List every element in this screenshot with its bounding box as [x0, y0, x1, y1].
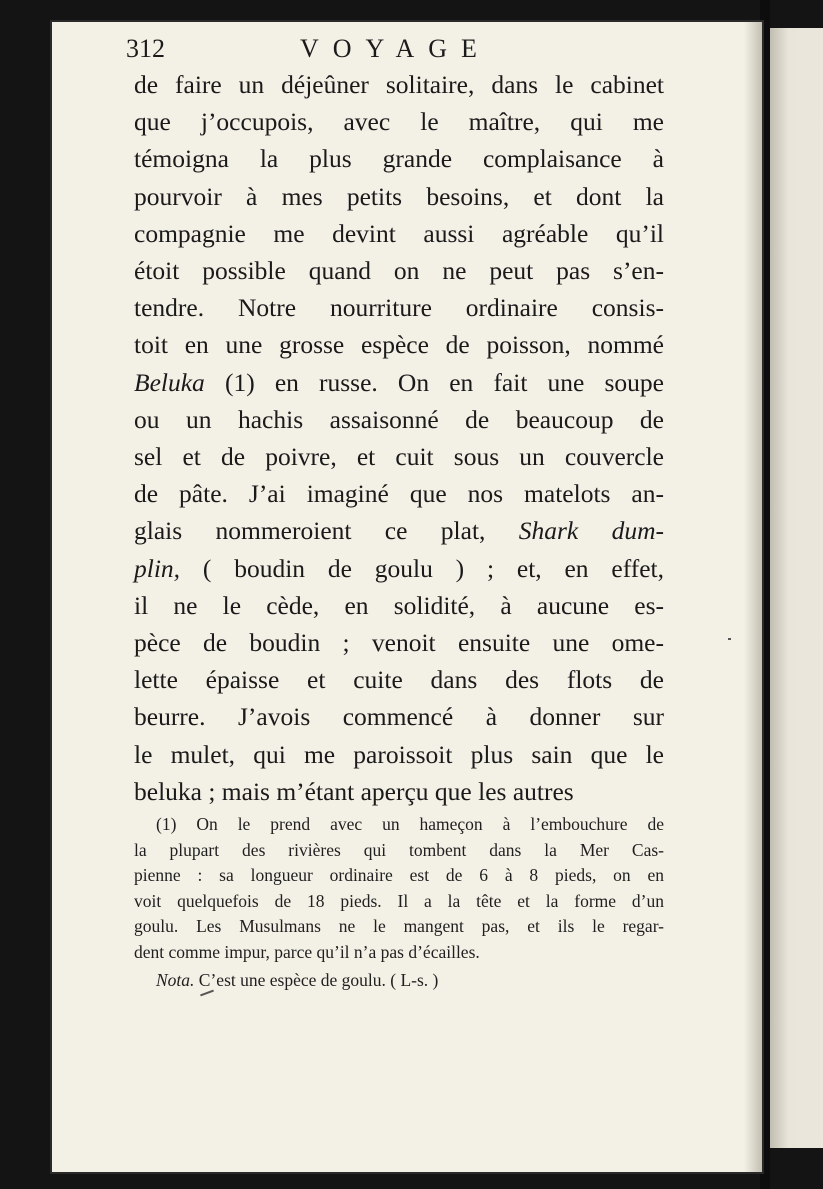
footnote-line: voit quelquefois de 18 pieds. Il a la tête et la forme d’un — [134, 890, 664, 911]
nota-line — [134, 968, 664, 994]
text-line: lette épaisse et cuite dans des flots de — [134, 665, 664, 695]
text-segment: (1) en russe. On en fait une soupe — [204, 367, 664, 397]
text-segment: glais nommeroient ce plat, — [134, 516, 519, 546]
text-line: étoit possible quand on ne peut pas s’en- — [134, 256, 664, 286]
text-line: de pâte. J’ai imaginé que nos matelots an- — [134, 479, 664, 509]
text-line: que j’occupois, avec le maître, qui me — [134, 107, 664, 137]
text-segment: ( boudin de goulu ) ; et, en effet, — [180, 553, 664, 583]
footnote-line: la plupart des rivières qui tombent dans la Mer Cas- — [134, 839, 664, 860]
page-curl-shadow — [744, 22, 762, 1172]
text-line: pèce de boudin ; venoit ensuite une ome- — [134, 628, 664, 658]
text-line: le mulet, qui me paroissoit plus sain que le — [134, 739, 664, 769]
facing-page-edge — [768, 28, 823, 1148]
text-line — [134, 364, 664, 401]
nota-label: Nota. — [156, 969, 195, 990]
text-line: sel et de poivre, et cuit sous un couvercle — [134, 442, 664, 472]
italic-term: Beluka — [134, 367, 205, 397]
nota-text: C’est une espèce de goulu. ( L-s. ) — [194, 969, 439, 990]
text-line: toit en une grosse espèce de poisson, nommé — [134, 330, 664, 360]
running-title: VOYAGE — [300, 34, 491, 63]
footnote-line: goulu. Les Musulmans ne le mangent pas, et ils le regar- — [134, 916, 664, 937]
text-line: ou un hachis assaisonné de beaucoup de — [134, 404, 664, 434]
main-text — [134, 66, 664, 810]
footnote-block — [134, 812, 664, 993]
text-line: pourvoir à mes petits besoins, et dont la — [134, 181, 664, 211]
footnote-line: dent comme impur, parce qu’il n’a pas d’écailles. — [134, 941, 480, 962]
footnote-line: pienne : sa longueur ordinaire est de 6 à 8 pieds, on en — [134, 865, 664, 886]
text-line: beluka ; mais m’étant aperçu que les autres — [134, 776, 574, 806]
text-line — [134, 512, 664, 549]
page-header — [126, 28, 646, 68]
text-line: compagnie me devint aussi agréable qu’il — [134, 218, 664, 248]
text-line: témoigna la plus grande complaisance à — [134, 144, 664, 174]
text-line: de faire un déjeûner solitaire, dans le cabinet — [134, 70, 664, 99]
page-number: 312 — [126, 34, 165, 63]
text-line: beurre. J’avois commencé à donner sur — [134, 702, 664, 732]
ink-speck — [728, 638, 731, 640]
text-line: il ne le cède, en solidité, à aucune es- — [134, 590, 664, 620]
italic-term: Shark dum- — [518, 516, 664, 546]
text-line: tendre. Notre nourriture ordinaire consis- — [134, 293, 664, 323]
footnote-line: (1) On le prend avec un hameçon à l’embouchure de — [156, 814, 664, 834]
italic-term: plin, — [134, 553, 181, 583]
text-line — [134, 550, 664, 587]
